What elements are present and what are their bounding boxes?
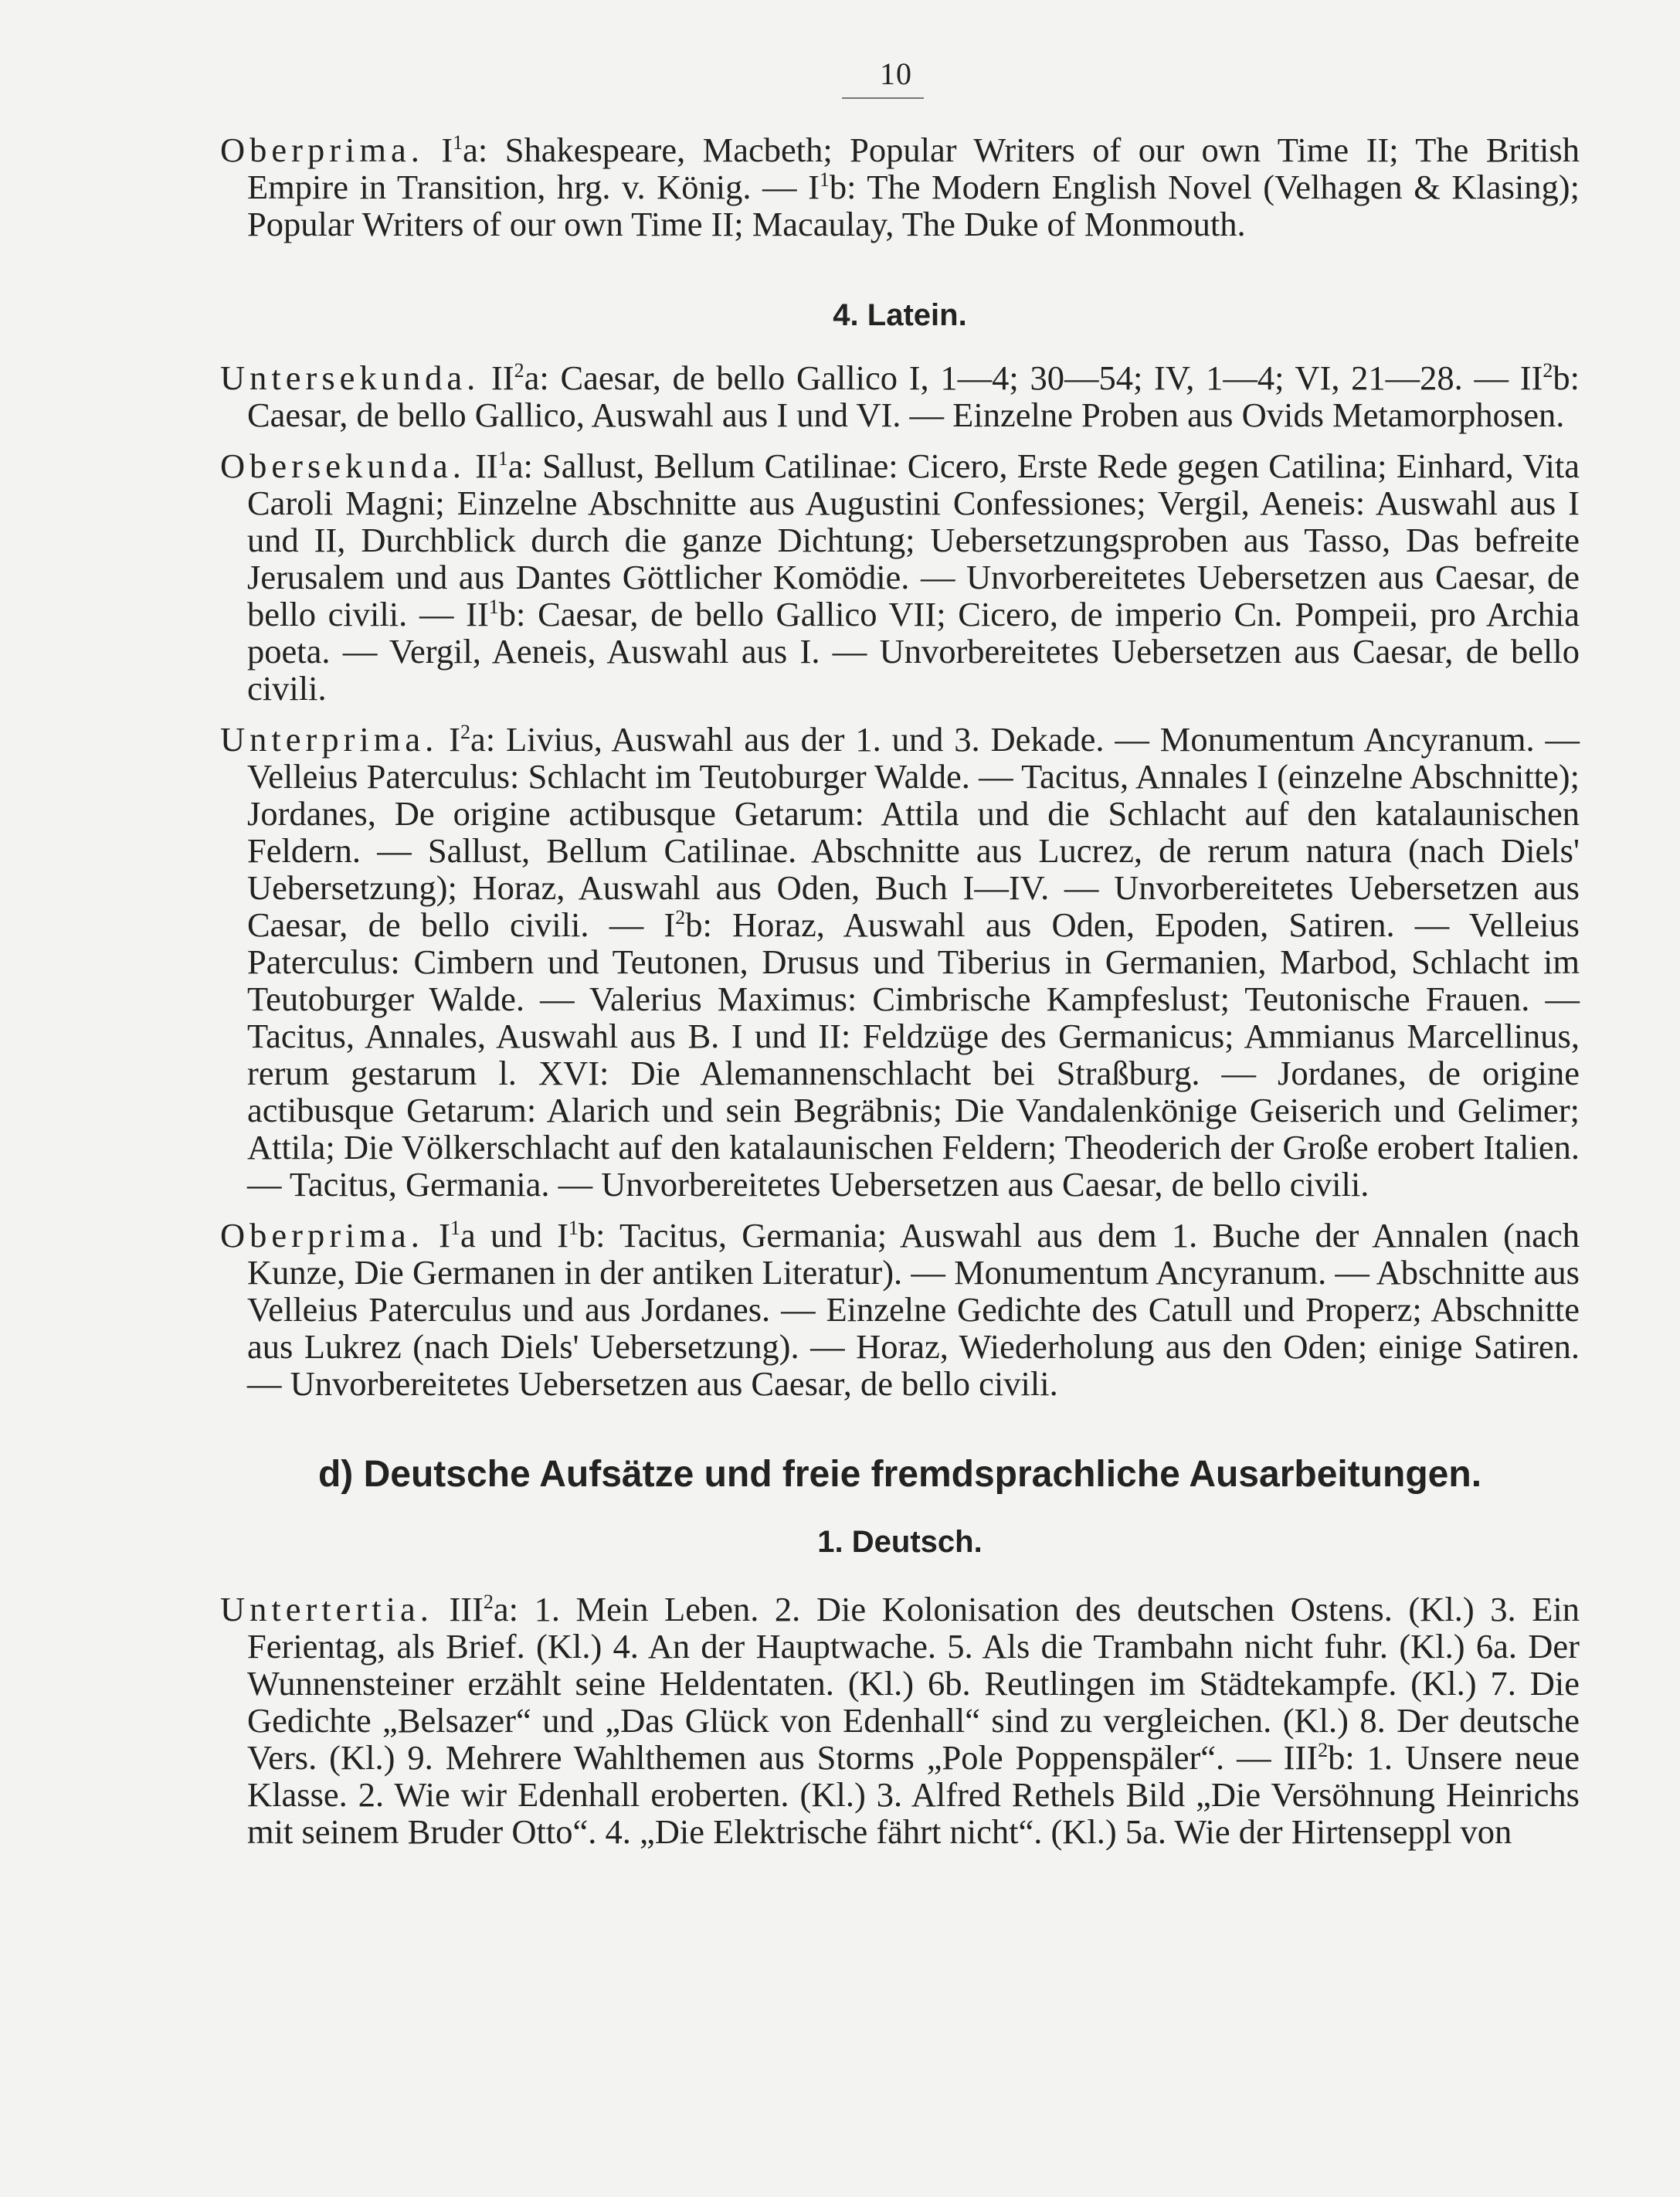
form-label: Untersekunda. [220,358,480,397]
page-number-rule [842,97,924,99]
paragraph-unterprima-latin: Unterprima. $I^2a$: Livius, Auswahl aus der 1. und 3. Dekade. — Monumentum Ancyranum. — Velleius Paterculus: Schlacht im Teutoburger Walde. — Tacitus, Annales I (einzelne Abschnitte); Jordanes, De origine actibusque Getarum: Attila und die Schlacht auf den katalaunischen Feldern. — Sallust, Bellum Catilinae. Abschnitte aus Lucrez, de rerum natura (nach Diels' Uebersetzung); Horaz, Auswahl aus Oden, Buch I—IV. — Unvorbereitetes Uebersetzen aus Caesar, de bello civili. — $I^2b$: Horaz, Auswahl aus Oden, Epoden, Satiren. — Velleius Paterculus: Cimbern und Teutonen, Drusus und Tiberius in Germanien, Marbod, Schlacht im Teutoburger Walde. — Valerius Maximus: Cimbrische Kampfeslust; Teutonische Frauen. — Tacitus, Annales, Auswahl aus B. I und II: Feldzüge des Germanicus; Ammianus Marcellinus, rerum gestarum l. XVI: Die Alemannenschlacht bei Straßburg. — Jordanes, de origine actibusque Getarum: Alarich und sein Begräbnis; Die Vandalenkönige Geiserich und Gelimer; Attila; Die Völkerschlacht auf den katalaunischen Feldern; Theoderich der Große erobert Italien. — Tacitus, Germania. — Unvorbereitetes Uebersetzen aus Caesar, de bello civili. [220,720,1580,1204]
paragraph-oberprima-english: Oberprima. $I^1a$: Shakespeare, Macbeth; Popular Writers of our own Time II; The British Empire in Transition, hrg. v. König. — $I^1b$: The Modern English Novel (Velhagen & Klasing); Popular Writers of our own Time II; Macaulay, The Duke of Monmouth. [220,131,1580,243]
form-label: Unterprima. [220,720,439,759]
heading-section-d: d) Deutsche Aufsätze und freie fremdsprachliche Ausarbeitungen. [317,1454,1482,1495]
paragraph-untersekunda-latin: Untersekunda. $II^2a$: Caesar, de bello Gallico I, 1—4; 30—54; IV, 1—4; VI, 21—28. — $II^2b$: Caesar, de bello Gallico, Auswahl aus I und VI. — Einzelne Proben aus Ovids Metamorphosen. [220,358,1580,434]
form-label: Oberprima. [220,131,424,169]
heading-deutsch: 1. Deutsch. [817,1525,983,1559]
paragraph-untertertia-deutsch: Untertertia. III$^2$a: 1. Mein Leben. 2. Die Kolonisation des deutschen Ostens. (Kl.) 3. Ein Ferientag, als Brief. (Kl.) 4. An der Hauptwache. 5. Als die Trambahn nicht fuhr. (Kl.) 6a. Der Wunnensteiner erzählt seine Heldentaten. (Kl.) 6b. Reutlingen im Städtekampfe. (Kl.) 7. Die Gedichte „Belsazer“ und „Das Glück von Edenhall“ sind zu vergleichen. (Kl.) 8. Der deutsche Vers. (Kl.) 9. Mehrere Wahlthemen aus Storms „Pole Poppenspäler“. — III$^2$b: 1. Unsere neue Klasse. 2. Wie wir Edenhall eroberten. (Kl.) 3. Alfred Rethels Bild „Die Versöhnung Heinrichs mit seinem Bruder Otto“. 4. „Die Elektrische fährt nicht“. (Kl.) 5a. Wie der Hirtenseppl von [220,1590,1580,1851]
paragraph-obersekunda-latin: Obersekunda. $II^1a$: Sallust, Bellum Catilinae: Cicero, Erste Rede gegen Catilina; Einhard, Vita Caroli Magni; Einzelne Abschnitte aus Augustini Confessiones; Vergil, Aeneis: Auswahl aus I und II, Durchblick durch die ganze Dichtung; Uebersetzungsproben aus Tasso, Das befreite Jerusalem und aus Dantes Göttlicher Komödie. — Unvorbereitetes Uebersetzen aus Caesar, de bello civili. — $II^1b$: Caesar, de bello Gallico VII; Cicero, de imperio Cn. Pompeii, pro Archia poeta. — Vergil, Aeneis, Auswahl aus I. — Unvorbereitetes Uebersetzen aus Caesar, de bello civili. [220,447,1580,708]
page-number: 10 [880,56,912,91]
heading-latein: 4. Latein. [833,298,967,332]
form-label: Obersekunda. [220,447,466,485]
form-label: Oberprima. [220,1216,424,1255]
form-label: Untertertia. [220,1590,433,1628]
page-content [220,131,1580,1864]
paragraph-oberprima-latin: Oberprima. $I^1a$ und $I^1b$: Tacitus, Germania; Auswahl aus dem 1. Buche der Annalen (nach Kunze, Die Germanen in der antiken Literatur). — Monumentum Ancyranum. — Abschnitte aus Velleius Paterculus und aus Jordanes. — Einzelne Gedichte des Catull und Properz; Abschnitte aus Lukrez (nach Diels' Uebersetzung). — Horaz, Wiederholung aus den Oden; einige Satiren. — Unvorbereitetes Uebersetzen aus Caesar, de bello civili. [220,1216,1580,1403]
